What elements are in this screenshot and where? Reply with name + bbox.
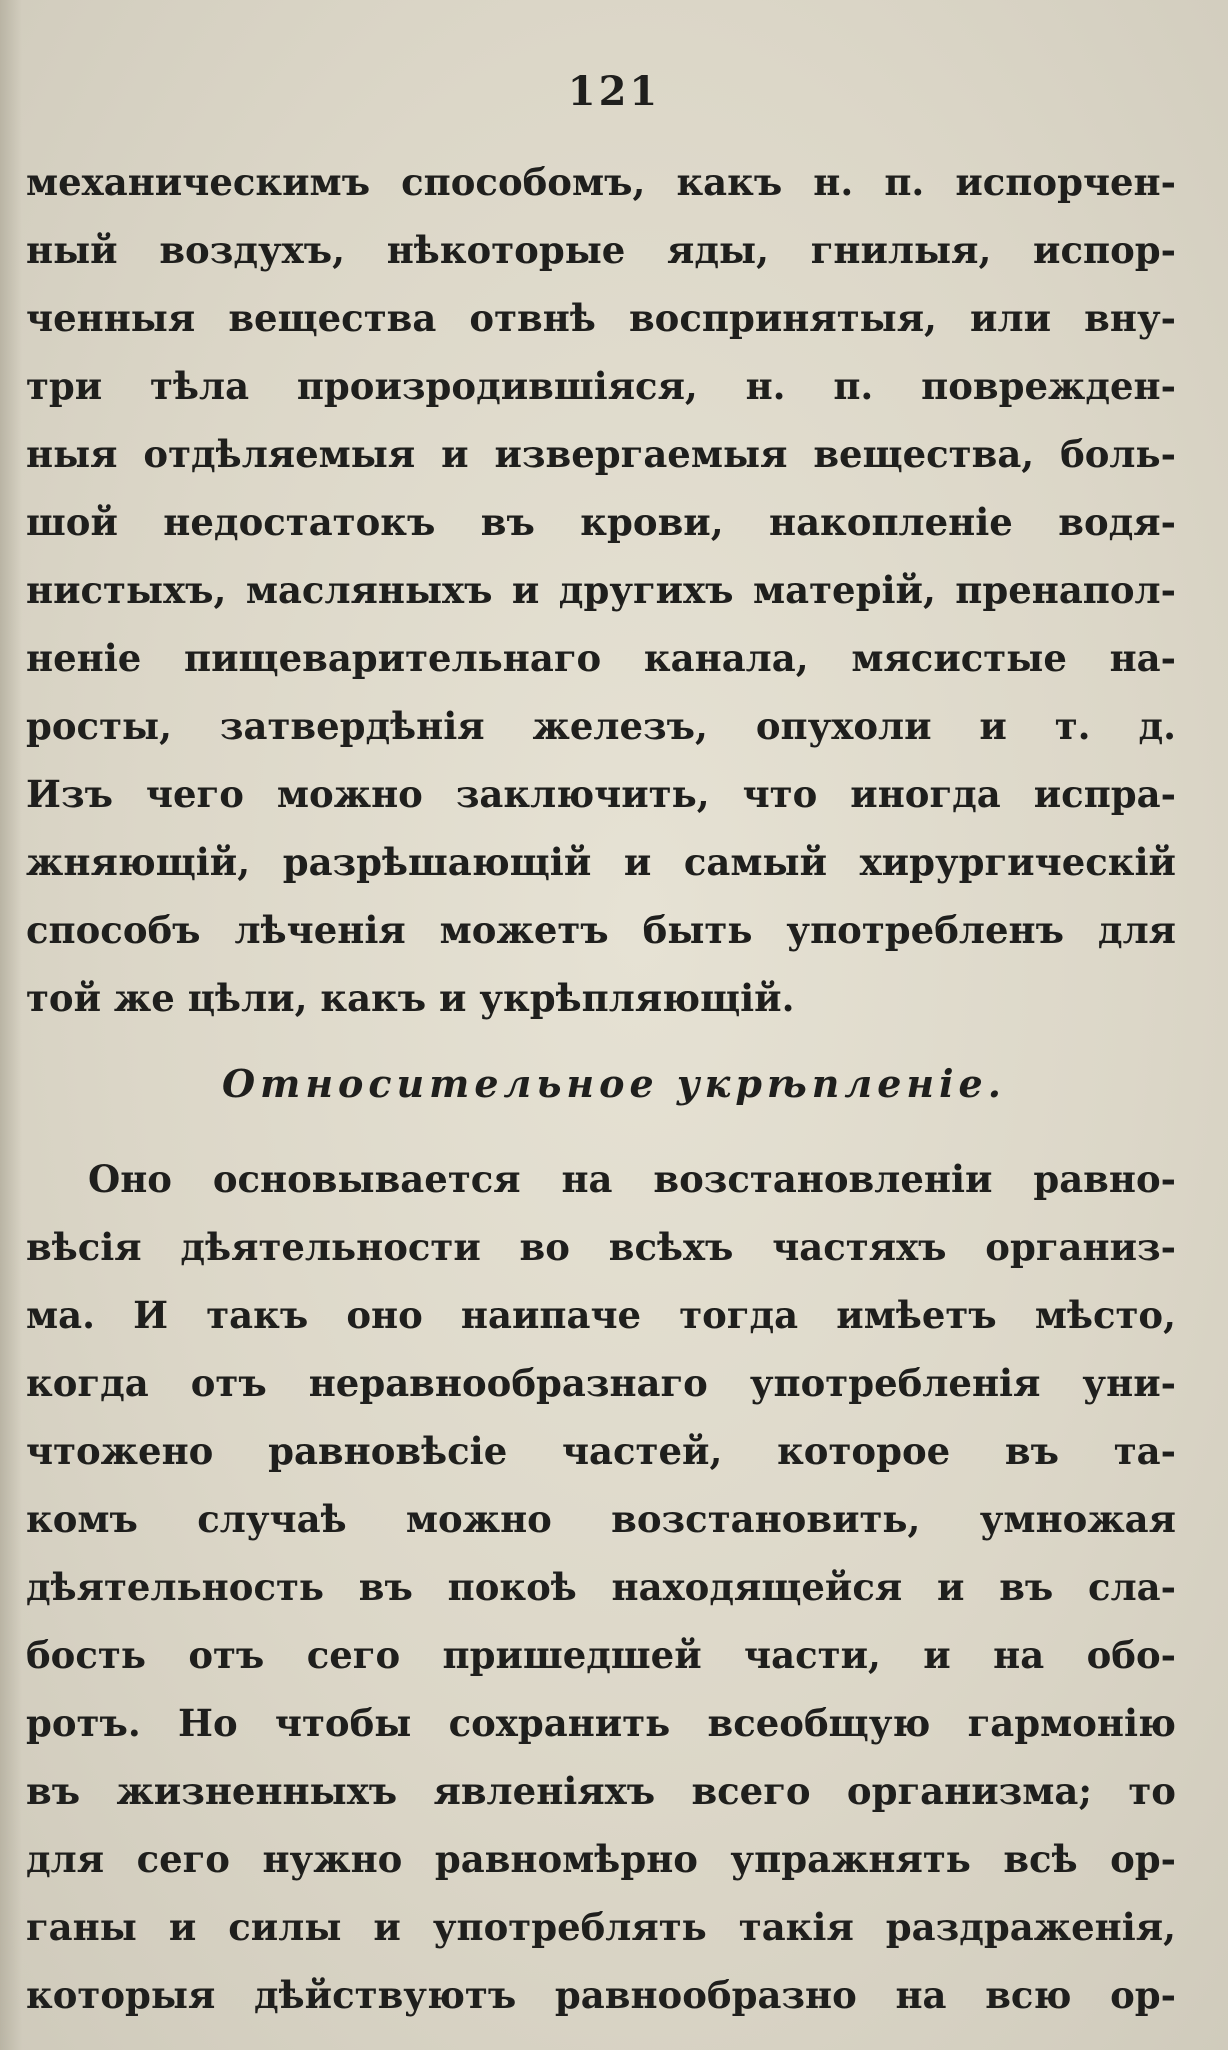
text-line: ный воздухъ, нѣкоторые яды, гнилыя, испор- [26, 228, 1176, 272]
text-line: Изъ чего можно заключить, что иногда испра- [26, 772, 1176, 816]
paragraph-2 [26, 1145, 1176, 2029]
text-line: когда отъ неравнообразнаго употребленія уни- [26, 1361, 1176, 1405]
text-line: той же цѣли, какъ и укрѣпляющій. [26, 976, 795, 1020]
text-line: росты, затвердѣнія железъ, опухоли и т. д. [26, 704, 1176, 748]
text-line: способъ лѣченія можетъ быть употребленъ для [26, 908, 1176, 952]
text-line: Оно основывается на возстановленіи равно- [88, 1157, 1176, 1201]
text-line: въ жизненныхъ явленіяхъ всего организма; то [26, 1769, 1176, 1813]
text-line: жняющій, разрѣшающій и самый хирургическій [26, 840, 1176, 884]
text-line: ганы и силы и употреблять такія раздраженія, [26, 1905, 1176, 1949]
text-line: ченныя вещества отвнѣ воспринятыя, или вну- [26, 296, 1176, 340]
text-line: чтожено равновѣсіе частей, которое въ та- [26, 1429, 1176, 1473]
text-line: которыя дѣйствуютъ равнообразно на всю ор- [26, 1973, 1176, 2017]
text-line: бость отъ сего пришедшей части, и на обо- [26, 1633, 1176, 1677]
text-line: три тѣла произродившіяся, н. п. поврежден- [26, 364, 1176, 408]
text-line: ныя отдѣляемыя и извергаемыя вещества, боль- [26, 432, 1176, 476]
text-line: для сего нужно равномѣрно упражнять всѣ ор- [26, 1837, 1176, 1881]
page-number: 121 [567, 68, 661, 115]
text-line: комъ случаѣ можно возстановить, умножая [26, 1497, 1176, 1541]
text-line: ротъ. Но чтобы сохранить всеобщую гармонію [26, 1701, 1176, 1745]
text-line: неніе пищеварительнаго канала, мясистые на- [26, 636, 1176, 680]
section-heading: Относительное укрѣпленіе. [222, 1061, 1006, 1106]
text-line: вѣсія дѣятельности во всѣхъ частяхъ организ- [26, 1225, 1176, 1269]
text-line: нистыхъ, масляныхъ и другихъ матерій, пренапол- [26, 568, 1176, 612]
paragraph-1 [26, 148, 1176, 1032]
text-line: ма. И такъ оно наипаче тогда имѣетъ мѣсто, [26, 1293, 1176, 1337]
text-line: механическимъ способомъ, какъ н. п. испорчен- [26, 160, 1176, 204]
text-line: шой недостатокъ въ крови, накопленіе водя- [26, 500, 1176, 544]
text-line: дѣятельность въ покоѣ находящейся и въ сла- [26, 1565, 1176, 1609]
